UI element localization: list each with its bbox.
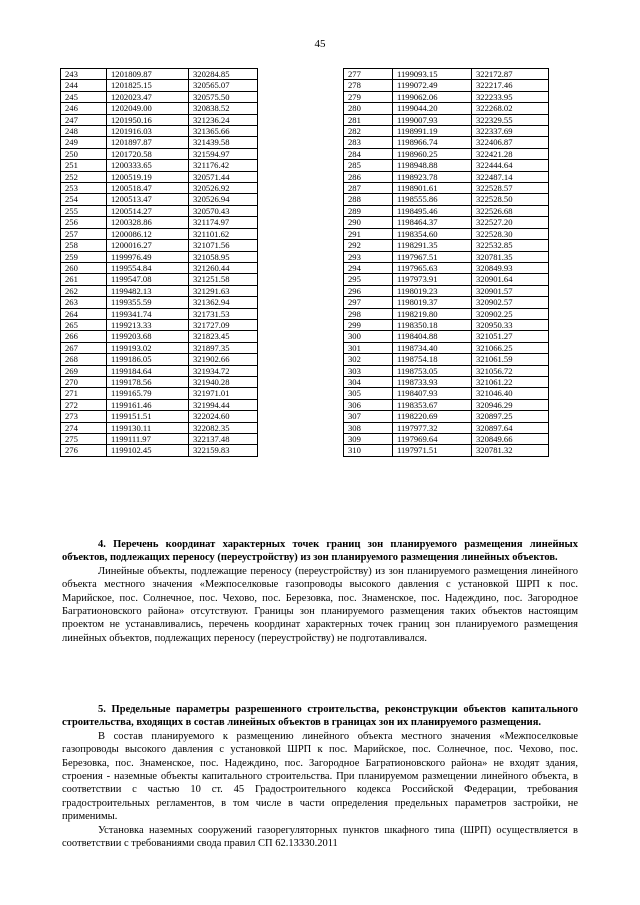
table-row bbox=[344, 411, 549, 422]
y-coordinate-cell: 321971.01 bbox=[189, 388, 258, 399]
point-number-cell: 302 bbox=[344, 354, 393, 365]
x-coordinate-cell: 1199193.02 bbox=[107, 342, 189, 353]
table-row bbox=[61, 205, 258, 216]
table-row bbox=[344, 217, 549, 228]
point-number-cell: 287 bbox=[344, 183, 393, 194]
table-row bbox=[61, 126, 258, 137]
point-number-cell: 285 bbox=[344, 160, 393, 171]
x-coordinate-cell: 1198734.40 bbox=[393, 342, 472, 353]
table-row bbox=[344, 365, 549, 376]
point-number-cell: 278 bbox=[344, 80, 393, 91]
x-coordinate-cell: 1201897.87 bbox=[107, 137, 189, 148]
x-coordinate-cell: 1199130.11 bbox=[107, 422, 189, 433]
point-number-cell: 270 bbox=[61, 376, 107, 387]
y-coordinate-cell: 322268.02 bbox=[472, 103, 549, 114]
section-4 bbox=[62, 538, 578, 645]
point-number-cell: 284 bbox=[344, 148, 393, 159]
point-number-cell: 256 bbox=[61, 217, 107, 228]
point-number-cell: 248 bbox=[61, 126, 107, 137]
table-row bbox=[61, 365, 258, 376]
x-coordinate-cell: 1198991.19 bbox=[393, 126, 472, 137]
point-number-cell: 246 bbox=[61, 103, 107, 114]
point-number-cell: 300 bbox=[344, 331, 393, 342]
table-row bbox=[61, 228, 258, 239]
point-number-cell: 294 bbox=[344, 262, 393, 273]
table-row bbox=[61, 434, 258, 445]
x-coordinate-cell: 1198966.74 bbox=[393, 137, 472, 148]
x-coordinate-cell: 1201825.15 bbox=[107, 80, 189, 91]
x-coordinate-cell: 1201950.16 bbox=[107, 114, 189, 125]
point-number-cell: 286 bbox=[344, 171, 393, 182]
y-coordinate-cell: 322528.50 bbox=[472, 194, 549, 205]
page-number: 45 bbox=[314, 38, 326, 50]
point-number-cell: 306 bbox=[344, 399, 393, 410]
y-coordinate-cell: 320901.57 bbox=[472, 285, 549, 296]
table-row bbox=[344, 434, 549, 445]
point-number-cell: 279 bbox=[344, 91, 393, 102]
point-number-cell: 251 bbox=[61, 160, 107, 171]
x-coordinate-cell: 1198495.46 bbox=[393, 205, 472, 216]
point-number-cell: 303 bbox=[344, 365, 393, 376]
point-number-cell: 267 bbox=[61, 342, 107, 353]
y-coordinate-cell: 320950.33 bbox=[472, 319, 549, 330]
point-number-cell: 247 bbox=[61, 114, 107, 125]
table-row bbox=[61, 217, 258, 228]
y-coordinate-cell: 322526.68 bbox=[472, 205, 549, 216]
point-number-cell: 292 bbox=[344, 240, 393, 251]
x-coordinate-cell: 1199151.51 bbox=[107, 411, 189, 422]
table-row bbox=[344, 262, 549, 273]
y-coordinate-cell: 320781.32 bbox=[472, 445, 549, 456]
x-coordinate-cell: 1198464.37 bbox=[393, 217, 472, 228]
y-coordinate-cell: 321823.45 bbox=[189, 331, 258, 342]
table-row bbox=[344, 297, 549, 308]
x-coordinate-cell: 1199355.59 bbox=[107, 297, 189, 308]
y-coordinate-cell: 322329.55 bbox=[472, 114, 549, 125]
x-coordinate-cell: 1201720.58 bbox=[107, 148, 189, 159]
y-coordinate-cell: 320902.57 bbox=[472, 297, 549, 308]
x-coordinate-cell: 1197973.91 bbox=[393, 274, 472, 285]
section-5-paragraph-1: В состав планируемого к размещению линейного объекта местного значения «Межпоселковые газопроводы высокого давления с установкой ШРП к пос. Марийское, пос. Солнечное, пос. Чехово, пос. Березовка, пос. Знаменское, пос. Надеждино, пос. Загородное Багратионовского района» не входят здания, строения - наземные объекты капитального строительства. При планируемом размещении линейного объекта, в соответствии с частью 10 ст. 45 Градостроительного кодекса Российской Федерации, требования градостроительных регламентов, в том числе в части определения предельных параметров застройки, не применимы. bbox=[62, 730, 578, 823]
table-row bbox=[344, 354, 549, 365]
y-coordinate-cell: 321071.56 bbox=[189, 240, 258, 251]
table-row bbox=[61, 183, 258, 194]
x-coordinate-cell: 1199093.15 bbox=[393, 69, 472, 80]
table-row bbox=[61, 160, 258, 171]
y-coordinate-cell: 320570.43 bbox=[189, 205, 258, 216]
table-row bbox=[61, 194, 258, 205]
point-number-cell: 265 bbox=[61, 319, 107, 330]
point-number-cell: 254 bbox=[61, 194, 107, 205]
table-row bbox=[61, 148, 258, 159]
x-coordinate-cell: 1199111.97 bbox=[107, 434, 189, 445]
y-coordinate-cell: 322444.64 bbox=[472, 160, 549, 171]
point-number-cell: 280 bbox=[344, 103, 393, 114]
x-coordinate-cell: 1199482.13 bbox=[107, 285, 189, 296]
point-number-cell: 264 bbox=[61, 308, 107, 319]
table-row bbox=[344, 137, 549, 148]
y-coordinate-cell: 322082.35 bbox=[189, 422, 258, 433]
point-number-cell: 304 bbox=[344, 376, 393, 387]
table-row bbox=[61, 388, 258, 399]
coordinates-table-left bbox=[60, 68, 258, 457]
y-coordinate-cell: 320526.92 bbox=[189, 183, 258, 194]
point-number-cell: 269 bbox=[61, 365, 107, 376]
y-coordinate-cell: 321994.44 bbox=[189, 399, 258, 410]
y-coordinate-cell: 321051.27 bbox=[472, 331, 549, 342]
y-coordinate-cell: 320902.25 bbox=[472, 308, 549, 319]
x-coordinate-cell: 1197965.63 bbox=[393, 262, 472, 273]
x-coordinate-cell: 1199165.79 bbox=[107, 388, 189, 399]
x-coordinate-cell: 1200333.65 bbox=[107, 160, 189, 171]
x-coordinate-cell: 1197977.32 bbox=[393, 422, 472, 433]
x-coordinate-cell: 1198733.93 bbox=[393, 376, 472, 387]
x-coordinate-cell: 1200086.12 bbox=[107, 228, 189, 239]
x-coordinate-cell: 1199044.20 bbox=[393, 103, 472, 114]
y-coordinate-cell: 321236.24 bbox=[189, 114, 258, 125]
table-row bbox=[61, 445, 258, 456]
y-coordinate-cell: 320946.29 bbox=[472, 399, 549, 410]
point-number-cell: 273 bbox=[61, 411, 107, 422]
y-coordinate-cell: 320571.44 bbox=[189, 171, 258, 182]
table-row bbox=[344, 205, 549, 216]
y-coordinate-cell: 322137.48 bbox=[189, 434, 258, 445]
point-number-cell: 282 bbox=[344, 126, 393, 137]
x-coordinate-cell: 1199976.49 bbox=[107, 251, 189, 262]
section-5-heading: 5. Предельные параметры разрешенного строительства, реконструкции объектов капитального строительства, входящих в состав линейных объектов в границах зон их планируемого размещения. bbox=[62, 704, 578, 729]
point-number-cell: 289 bbox=[344, 205, 393, 216]
x-coordinate-cell: 1199554.84 bbox=[107, 262, 189, 273]
point-number-cell: 290 bbox=[344, 217, 393, 228]
y-coordinate-cell: 321362.94 bbox=[189, 297, 258, 308]
y-coordinate-cell: 322024.60 bbox=[189, 411, 258, 422]
y-coordinate-cell: 322233.95 bbox=[472, 91, 549, 102]
coordinates-table-right bbox=[343, 68, 549, 457]
table-row bbox=[61, 319, 258, 330]
point-number-cell: 261 bbox=[61, 274, 107, 285]
x-coordinate-cell: 1199007.93 bbox=[393, 114, 472, 125]
point-number-cell: 255 bbox=[61, 205, 107, 216]
table-row bbox=[344, 240, 549, 251]
x-coordinate-cell: 1198753.05 bbox=[393, 365, 472, 376]
y-coordinate-cell: 322528.57 bbox=[472, 183, 549, 194]
table-row bbox=[61, 171, 258, 182]
y-coordinate-cell: 321731.53 bbox=[189, 308, 258, 319]
table-row bbox=[344, 228, 549, 239]
point-number-cell: 268 bbox=[61, 354, 107, 365]
point-number-cell: 271 bbox=[61, 388, 107, 399]
section-5 bbox=[62, 703, 578, 850]
x-coordinate-cell: 1198960.25 bbox=[393, 148, 472, 159]
table-row bbox=[61, 411, 258, 422]
y-coordinate-cell: 322406.87 bbox=[472, 137, 549, 148]
y-coordinate-cell: 320575.50 bbox=[189, 91, 258, 102]
x-coordinate-cell: 1200514.27 bbox=[107, 205, 189, 216]
section-4-paragraph: Линейные объекты, подлежащие переносу (переустройству) из зон планируемого размещения линейного объекта местного значения «Межпоселковые газопроводы высокого давления с установкой ШРП к пос. Марийское, пос. Солнечное, пос. Чехово, пос. Березовка, пос. Знаменское, пос. Надеждино, пос. Загородное Багратионовского района» отсутствуют. Границы зон планируемого размещения таких объектов настоящим проектом не устанавливались, перечень координат характерных точек границ зон планируемого размещения линейных объектов, подлежащих переносу (переустройству) не подготавливался. bbox=[62, 565, 578, 644]
table-row bbox=[61, 103, 258, 114]
point-number-cell: 305 bbox=[344, 388, 393, 399]
x-coordinate-cell: 1198923.78 bbox=[393, 171, 472, 182]
table-row bbox=[344, 80, 549, 91]
point-number-cell: 309 bbox=[344, 434, 393, 445]
table-row bbox=[61, 331, 258, 342]
point-number-cell: 310 bbox=[344, 445, 393, 456]
x-coordinate-cell: 1201916.03 bbox=[107, 126, 189, 137]
y-coordinate-cell: 321940.28 bbox=[189, 376, 258, 387]
x-coordinate-cell: 1198948.88 bbox=[393, 160, 472, 171]
y-coordinate-cell: 321365.66 bbox=[189, 126, 258, 137]
y-coordinate-cell: 321902.66 bbox=[189, 354, 258, 365]
point-number-cell: 291 bbox=[344, 228, 393, 239]
x-coordinate-cell: 1202023.47 bbox=[107, 91, 189, 102]
table-row bbox=[344, 126, 549, 137]
table-row bbox=[61, 274, 258, 285]
x-coordinate-cell: 1198220.69 bbox=[393, 411, 472, 422]
table-row bbox=[61, 69, 258, 80]
table-row bbox=[344, 445, 549, 456]
table-row bbox=[61, 91, 258, 102]
table-row bbox=[344, 160, 549, 171]
point-number-cell: 258 bbox=[61, 240, 107, 251]
y-coordinate-cell: 320565.07 bbox=[189, 80, 258, 91]
point-number-cell: 297 bbox=[344, 297, 393, 308]
y-coordinate-cell: 320284.85 bbox=[189, 69, 258, 80]
y-coordinate-cell: 322172.87 bbox=[472, 69, 549, 80]
point-number-cell: 307 bbox=[344, 411, 393, 422]
table-row bbox=[344, 114, 549, 125]
y-coordinate-cell: 321291.63 bbox=[189, 285, 258, 296]
point-number-cell: 276 bbox=[61, 445, 107, 456]
x-coordinate-cell: 1199184.64 bbox=[107, 365, 189, 376]
x-coordinate-cell: 1202049.00 bbox=[107, 103, 189, 114]
y-coordinate-cell: 322527.20 bbox=[472, 217, 549, 228]
x-coordinate-cell: 1199547.08 bbox=[107, 274, 189, 285]
table-row bbox=[61, 240, 258, 251]
table-row bbox=[61, 285, 258, 296]
point-number-cell: 296 bbox=[344, 285, 393, 296]
table-row bbox=[344, 422, 549, 433]
x-coordinate-cell: 1199203.68 bbox=[107, 331, 189, 342]
x-coordinate-cell: 1200519.19 bbox=[107, 171, 189, 182]
point-number-cell: 295 bbox=[344, 274, 393, 285]
point-number-cell: 283 bbox=[344, 137, 393, 148]
x-coordinate-cell: 1201809.87 bbox=[107, 69, 189, 80]
y-coordinate-cell: 321897.35 bbox=[189, 342, 258, 353]
table-row bbox=[61, 80, 258, 91]
point-number-cell: 298 bbox=[344, 308, 393, 319]
table-row bbox=[61, 422, 258, 433]
table-row bbox=[344, 331, 549, 342]
point-number-cell: 259 bbox=[61, 251, 107, 262]
x-coordinate-cell: 1197971.51 bbox=[393, 445, 472, 456]
point-number-cell: 263 bbox=[61, 297, 107, 308]
y-coordinate-cell: 320897.64 bbox=[472, 422, 549, 433]
x-coordinate-cell: 1198291.35 bbox=[393, 240, 472, 251]
y-coordinate-cell: 320781.35 bbox=[472, 251, 549, 262]
table-row bbox=[344, 376, 549, 387]
y-coordinate-cell: 321439.58 bbox=[189, 137, 258, 148]
table-row bbox=[344, 274, 549, 285]
point-number-cell: 281 bbox=[344, 114, 393, 125]
table-row bbox=[61, 342, 258, 353]
y-coordinate-cell: 320897.25 bbox=[472, 411, 549, 422]
y-coordinate-cell: 322337.69 bbox=[472, 126, 549, 137]
x-coordinate-cell: 1197969.64 bbox=[393, 434, 472, 445]
point-number-cell: 288 bbox=[344, 194, 393, 205]
y-coordinate-cell: 322532.85 bbox=[472, 240, 549, 251]
y-coordinate-cell: 320849.93 bbox=[472, 262, 549, 273]
table-row bbox=[61, 399, 258, 410]
table-row bbox=[344, 103, 549, 114]
table-row bbox=[61, 354, 258, 365]
x-coordinate-cell: 1199072.49 bbox=[393, 80, 472, 91]
table-row bbox=[344, 285, 549, 296]
y-coordinate-cell: 321176.42 bbox=[189, 160, 258, 171]
x-coordinate-cell: 1199161.46 bbox=[107, 399, 189, 410]
y-coordinate-cell: 322487.14 bbox=[472, 171, 549, 182]
y-coordinate-cell: 321061.59 bbox=[472, 354, 549, 365]
x-coordinate-cell: 1198901.61 bbox=[393, 183, 472, 194]
point-number-cell: 308 bbox=[344, 422, 393, 433]
x-coordinate-cell: 1198354.60 bbox=[393, 228, 472, 239]
table-row bbox=[61, 251, 258, 262]
section-4-heading: 4. Перечень координат характерных точек границ зон планируемого размещения линейных объектов, подлежащих переносу (переустройству) из зон планируемого размещения линейных объектов. bbox=[62, 539, 578, 564]
x-coordinate-cell: 1198353.67 bbox=[393, 399, 472, 410]
point-number-cell: 301 bbox=[344, 342, 393, 353]
y-coordinate-cell: 321251.58 bbox=[189, 274, 258, 285]
table-row bbox=[61, 137, 258, 148]
y-coordinate-cell: 321934.72 bbox=[189, 365, 258, 376]
y-coordinate-cell: 321174.97 bbox=[189, 217, 258, 228]
x-coordinate-cell: 1198219.80 bbox=[393, 308, 472, 319]
x-coordinate-cell: 1198407.93 bbox=[393, 388, 472, 399]
x-coordinate-cell: 1199341.74 bbox=[107, 308, 189, 319]
x-coordinate-cell: 1198555.86 bbox=[393, 194, 472, 205]
table-row bbox=[344, 342, 549, 353]
x-coordinate-cell: 1200328.86 bbox=[107, 217, 189, 228]
point-number-cell: 253 bbox=[61, 183, 107, 194]
point-number-cell: 244 bbox=[61, 80, 107, 91]
x-coordinate-cell: 1197967.51 bbox=[393, 251, 472, 262]
x-coordinate-cell: 1198019.37 bbox=[393, 297, 472, 308]
table-row bbox=[344, 251, 549, 262]
point-number-cell: 252 bbox=[61, 171, 107, 182]
y-coordinate-cell: 320526.94 bbox=[189, 194, 258, 205]
point-number-cell: 272 bbox=[61, 399, 107, 410]
table-row bbox=[61, 262, 258, 273]
y-coordinate-cell: 322217.46 bbox=[472, 80, 549, 91]
x-coordinate-cell: 1198754.18 bbox=[393, 354, 472, 365]
y-coordinate-cell: 322159.83 bbox=[189, 445, 258, 456]
y-coordinate-cell: 321061.22 bbox=[472, 376, 549, 387]
x-coordinate-cell: 1200513.47 bbox=[107, 194, 189, 205]
table-row bbox=[344, 69, 549, 80]
table-row bbox=[344, 171, 549, 182]
point-number-cell: 250 bbox=[61, 148, 107, 159]
point-number-cell: 262 bbox=[61, 285, 107, 296]
y-coordinate-cell: 321058.95 bbox=[189, 251, 258, 262]
x-coordinate-cell: 1199186.05 bbox=[107, 354, 189, 365]
y-coordinate-cell: 322421.28 bbox=[472, 148, 549, 159]
x-coordinate-cell: 1199178.56 bbox=[107, 376, 189, 387]
x-coordinate-cell: 1198019.23 bbox=[393, 285, 472, 296]
table-row bbox=[344, 183, 549, 194]
point-number-cell: 266 bbox=[61, 331, 107, 342]
y-coordinate-cell: 320838.52 bbox=[189, 103, 258, 114]
x-coordinate-cell: 1199213.33 bbox=[107, 319, 189, 330]
point-number-cell: 249 bbox=[61, 137, 107, 148]
point-number-cell: 274 bbox=[61, 422, 107, 433]
point-number-cell: 245 bbox=[61, 91, 107, 102]
y-coordinate-cell: 321727.09 bbox=[189, 319, 258, 330]
table-row bbox=[344, 308, 549, 319]
y-coordinate-cell: 322528.30 bbox=[472, 228, 549, 239]
table-row bbox=[61, 376, 258, 387]
table-row bbox=[61, 308, 258, 319]
x-coordinate-cell: 1198350.18 bbox=[393, 319, 472, 330]
table-row bbox=[344, 319, 549, 330]
y-coordinate-cell: 320849.66 bbox=[472, 434, 549, 445]
table-row bbox=[61, 114, 258, 125]
x-coordinate-cell: 1198404.88 bbox=[393, 331, 472, 342]
x-coordinate-cell: 1200518.47 bbox=[107, 183, 189, 194]
point-number-cell: 260 bbox=[61, 262, 107, 273]
x-coordinate-cell: 1199062.06 bbox=[393, 91, 472, 102]
table-row bbox=[344, 148, 549, 159]
point-number-cell: 275 bbox=[61, 434, 107, 445]
y-coordinate-cell: 321260.44 bbox=[189, 262, 258, 273]
y-coordinate-cell: 321066.25 bbox=[472, 342, 549, 353]
y-coordinate-cell: 321101.62 bbox=[189, 228, 258, 239]
y-coordinate-cell: 321594.97 bbox=[189, 148, 258, 159]
table-row bbox=[61, 297, 258, 308]
table-row bbox=[344, 91, 549, 102]
table-row bbox=[344, 194, 549, 205]
table-row bbox=[344, 399, 549, 410]
point-number-cell: 277 bbox=[344, 69, 393, 80]
y-coordinate-cell: 320901.64 bbox=[472, 274, 549, 285]
section-5-paragraph-2: Установка наземных сооружений газорегуляторных пунктов шкафного типа (ШРП) осуществляется в соответствии с требованиями свода правил СП 62.13330.2011 bbox=[62, 824, 578, 850]
x-coordinate-cell: 1200016.27 bbox=[107, 240, 189, 251]
point-number-cell: 293 bbox=[344, 251, 393, 262]
point-number-cell: 299 bbox=[344, 319, 393, 330]
point-number-cell: 243 bbox=[61, 69, 107, 80]
point-number-cell: 257 bbox=[61, 228, 107, 239]
table-row bbox=[344, 388, 549, 399]
y-coordinate-cell: 321056.72 bbox=[472, 365, 549, 376]
x-coordinate-cell: 1199102.45 bbox=[107, 445, 189, 456]
y-coordinate-cell: 321046.40 bbox=[472, 388, 549, 399]
